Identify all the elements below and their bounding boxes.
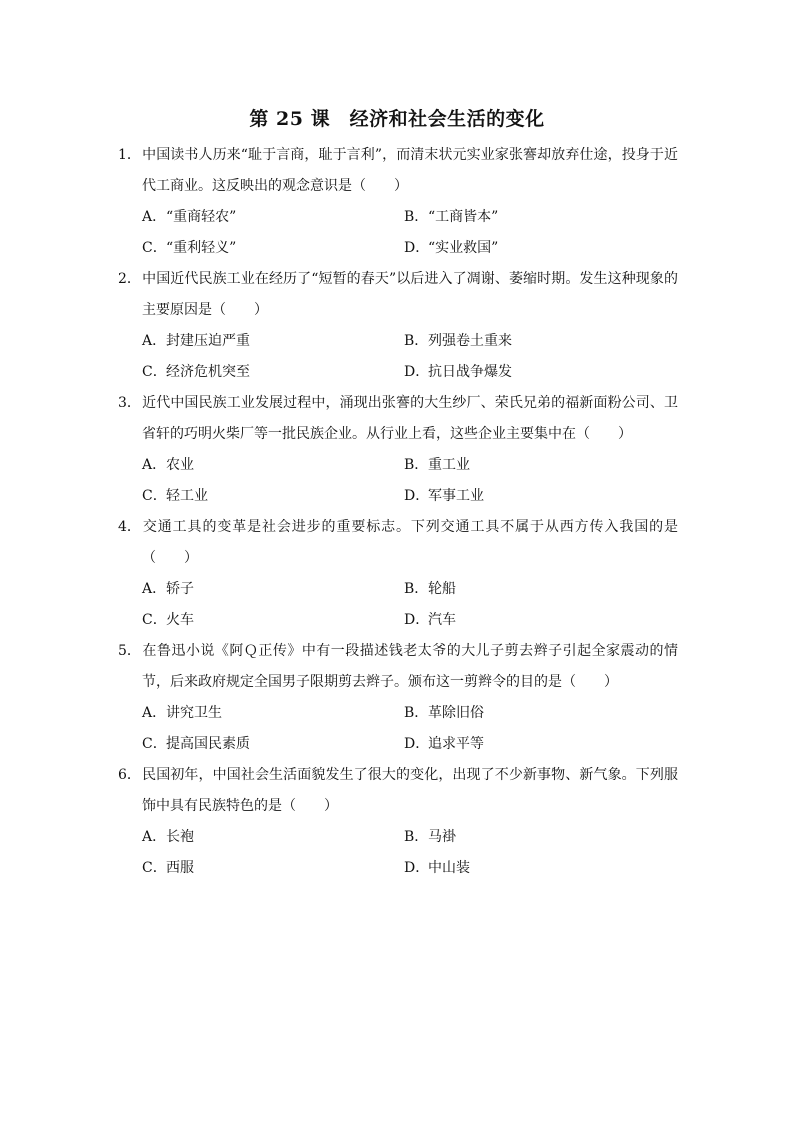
option-letter: C． (142, 488, 167, 504)
option-letter: B． (404, 581, 429, 597)
option-text: “重利轻义” (166, 240, 237, 256)
option-letter: A． (142, 333, 167, 349)
option-text: 追求平等 (428, 736, 484, 752)
option-text: 重工业 (428, 457, 470, 473)
question-5 (118, 636, 678, 760)
option-text: 提高国民素质 (166, 736, 250, 752)
question-6 (118, 760, 678, 884)
option-b (404, 822, 666, 853)
option-text: “工商皆本” (428, 209, 499, 225)
question-text: 近代中国民族工业发展过程中，涌现出张謇的大生纱厂、荣氏兄弟的福新面粉公司、卫省轩的巧明火柴厂等一批民族企业。从行业上看，这些企业主要集中在（ ） (142, 395, 678, 442)
option-text: 列强卷土重来 (428, 333, 512, 349)
option-letter: C． (142, 736, 167, 752)
option-text: “重商轻农” (166, 209, 237, 225)
option-d (404, 357, 666, 388)
option-text: “实业救国” (428, 240, 499, 256)
option-text: 马褂 (428, 829, 456, 845)
question-number: 2． (118, 271, 141, 287)
option-letter: C． (142, 860, 167, 876)
question-stem (118, 760, 678, 822)
option-text: 中山装 (428, 860, 470, 876)
option-d (404, 233, 666, 264)
option-d (404, 605, 666, 636)
question-stem (118, 388, 678, 450)
option-letter: D． (404, 860, 430, 876)
option-b (404, 450, 666, 481)
option-letter: C． (142, 364, 167, 380)
option-letter: D． (404, 736, 430, 752)
question-stem (118, 264, 678, 326)
option-c (142, 357, 404, 388)
option-b (404, 202, 666, 233)
option-letter: C． (142, 612, 167, 628)
option-grid (118, 574, 678, 636)
question-stem (118, 636, 678, 698)
option-letter: A． (142, 705, 167, 721)
option-text: 经济危机突至 (166, 364, 250, 380)
question-text: 在鲁迅小说《阿Ｑ正传》中有一段描述钱老太爷的大儿子剪去辫子引起全家震动的情节，后来政府规定全国男子限期剪去辫子。颁布这一剪辫令的目的是（ ） (142, 643, 678, 690)
option-a (142, 202, 404, 233)
question-text: 民国初年，中国社会生活面貌发生了很大的变化，出现了不少新事物、新气象。下列服饰中具有民族特色的是（ ） (142, 767, 678, 814)
option-d (404, 853, 666, 884)
option-letter: A． (142, 457, 167, 473)
option-c (142, 605, 404, 636)
option-letter: B． (404, 209, 429, 225)
option-text: 封建压迫严重 (166, 333, 250, 349)
question-2 (118, 264, 678, 388)
option-letter: A． (142, 829, 167, 845)
option-c (142, 729, 404, 760)
question-1 (118, 140, 678, 264)
option-d (404, 729, 666, 760)
option-text: 轮船 (428, 581, 456, 597)
question-stem (118, 140, 678, 202)
option-letter: D． (404, 612, 430, 628)
option-text: 讲究卫生 (166, 705, 222, 721)
option-letter: A． (142, 209, 167, 225)
question-number: 5． (118, 643, 141, 659)
question-number: 6． (118, 767, 141, 783)
question-text: 中国读书人历来“耻于言商，耻于言利”，而清末状元实业家张謇却放弃仕途，投身于近代工商业。这反映出的观念意识是（ ） (142, 147, 678, 194)
option-grid (118, 202, 678, 264)
option-letter: D． (404, 364, 430, 380)
option-a (142, 698, 404, 729)
option-d (404, 481, 666, 512)
option-letter: A． (142, 581, 167, 597)
question-4 (118, 512, 678, 636)
question-number: 4． (118, 519, 141, 535)
option-letter: B． (404, 829, 429, 845)
option-text: 抗日战争爆发 (428, 364, 512, 380)
option-text: 农业 (166, 457, 194, 473)
option-text: 西服 (166, 860, 194, 876)
option-grid (118, 450, 678, 512)
option-letter: D． (404, 488, 430, 504)
option-grid (118, 822, 678, 884)
option-text: 轿子 (166, 581, 194, 597)
option-letter: D． (404, 240, 430, 256)
option-c (142, 481, 404, 512)
option-a (142, 822, 404, 853)
lesson-title: 第 25 课 经济和社会生活的变化 (249, 108, 545, 130)
option-text: 汽车 (428, 612, 456, 628)
option-a (142, 574, 404, 605)
option-letter: B． (404, 705, 429, 721)
option-grid (118, 326, 678, 388)
question-stem (118, 512, 678, 574)
option-grid (118, 698, 678, 760)
option-b (404, 326, 666, 357)
option-c (142, 853, 404, 884)
option-text: 军事工业 (428, 488, 484, 504)
question-text: 中国近代民族工业在经历了“短暂的春天”以后进入了凋谢、萎缩时期。发生这种现象的主要原因是（ ） (142, 271, 678, 318)
option-text: 长袍 (166, 829, 194, 845)
option-a (142, 450, 404, 481)
question-3 (118, 388, 678, 512)
option-text: 轻工业 (166, 488, 208, 504)
option-b (404, 574, 666, 605)
question-number: 1． (118, 147, 141, 163)
option-letter: B． (404, 333, 429, 349)
option-text: 火车 (166, 612, 194, 628)
option-text: 革除旧俗 (428, 705, 484, 721)
question-text: 交通工具的变革是社会进步的重要标志。下列交通工具不属于从西方传入我国的是（ ） (142, 519, 678, 566)
option-c (142, 233, 404, 264)
option-letter: B． (404, 457, 429, 473)
option-a (142, 326, 404, 357)
question-list (118, 140, 678, 884)
option-b (404, 698, 666, 729)
question-number: 3． (118, 395, 141, 411)
option-letter: C． (142, 240, 167, 256)
